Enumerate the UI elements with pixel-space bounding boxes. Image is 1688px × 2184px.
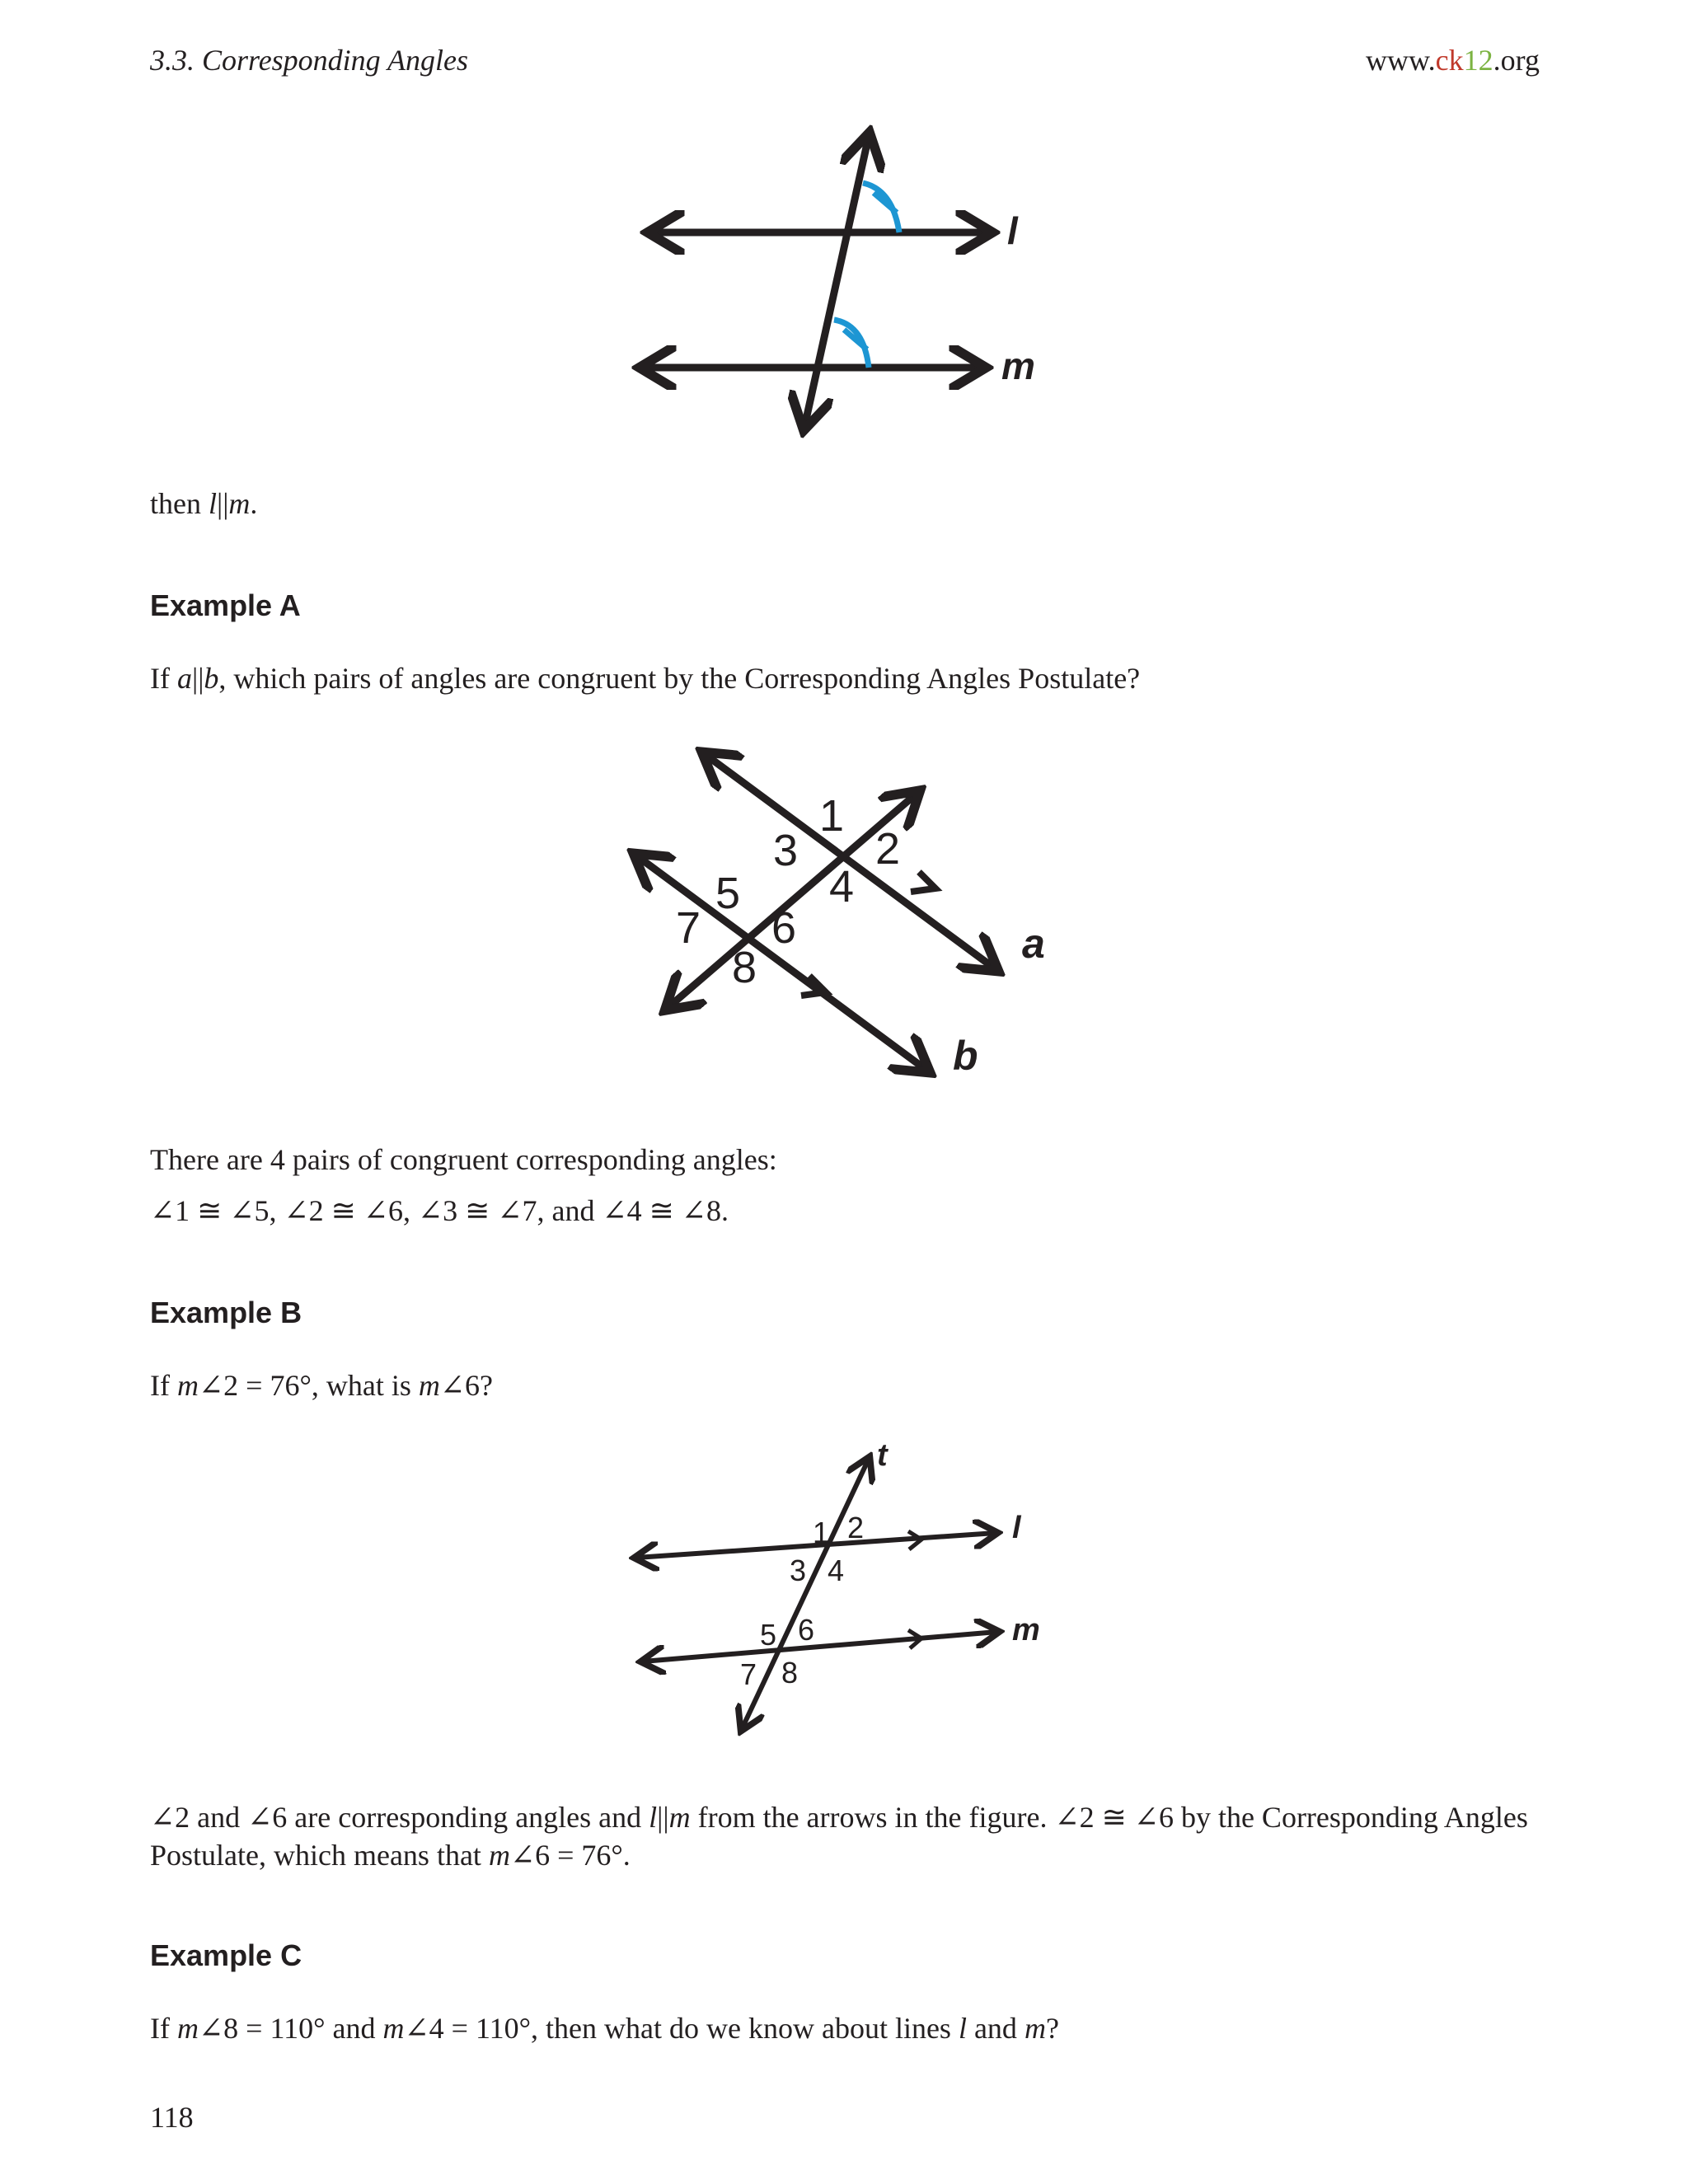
line-m-b	[643, 1632, 997, 1661]
angle-label-2-b: 2	[847, 1511, 865, 1544]
angle-label-8-b: 8	[781, 1656, 799, 1690]
running-title: 3.3. Corresponding Angles	[150, 44, 469, 77]
angle-label-1-b: 1	[813, 1516, 830, 1549]
parallel-arrow-a	[911, 872, 935, 892]
example-a-question: If a||b, which pairs of angles are congruent by the Corresponding Angles Postulate?	[150, 662, 1141, 695]
site-ck: ck	[1435, 44, 1464, 77]
angle-label-2: 2	[875, 824, 901, 874]
figure-parallel-lines-lm	[626, 124, 1071, 437]
transversal	[804, 136, 869, 427]
angle-label-7-b: 7	[740, 1657, 757, 1691]
label-t: t	[877, 1438, 888, 1473]
angle-label-5: 5	[715, 869, 741, 918]
example-a-heading: Example A	[150, 588, 301, 622]
angle-label-3: 3	[773, 826, 799, 875]
site-suffix: .org	[1493, 44, 1540, 77]
page-number: 118	[150, 2101, 194, 2134]
site-12: 12	[1463, 44, 1493, 77]
site-url[interactable]	[1366, 43, 1540, 77]
example-b-answer: ∠2 and ∠6 are corresponding angles and l||m from the arrows in the figure. ∠2 ≅ ∠6 by the Corresponding Angles Postulate, which means that m∠6 = 76°.	[150, 1801, 1528, 1872]
intro-text: then l||m.	[150, 487, 258, 520]
example-b-question: If m∠2 = 76°, what is m∠6?	[150, 1369, 493, 1402]
example-c-heading: Example C	[150, 1938, 302, 1972]
label-a: a	[1022, 921, 1045, 967]
label-l-b: l	[1012, 1511, 1021, 1545]
label-m-b: m	[1012, 1613, 1040, 1647]
figure-example-a	[626, 742, 1071, 1088]
example-a-answer-2: ∠1 ≅ ∠5, ∠2 ≅ ∠6, ∠3 ≅ ∠7, and ∠4 ≅ ∠8.	[150, 1194, 729, 1227]
label-l: l	[1007, 209, 1018, 252]
angle-label-4: 4	[829, 862, 855, 912]
site-prefix: www.	[1366, 44, 1436, 77]
angle-label-5-b: 5	[760, 1618, 777, 1652]
angle-label-6-b: 6	[798, 1613, 815, 1647]
label-b: b	[953, 1033, 978, 1079]
figure-example-b	[626, 1438, 1071, 1747]
angle-label-6: 6	[771, 903, 797, 953]
example-a-answer-1: There are 4 pairs of congruent corresponding angles:	[150, 1143, 777, 1176]
angle-label-1: 1	[819, 791, 845, 841]
angle-label-8: 8	[732, 943, 757, 992]
example-c-question: If m∠8 = 110° and m∠4 = 110°, then what do we know about lines l and m?	[150, 2012, 1059, 2045]
example-b-heading: Example B	[150, 1296, 302, 1329]
angle-label-7: 7	[676, 903, 701, 953]
label-m: m	[1001, 344, 1035, 387]
angle-label-3-b: 3	[790, 1554, 807, 1587]
transversal-t	[742, 1459, 869, 1729]
angle-label-4-b: 4	[828, 1554, 845, 1587]
